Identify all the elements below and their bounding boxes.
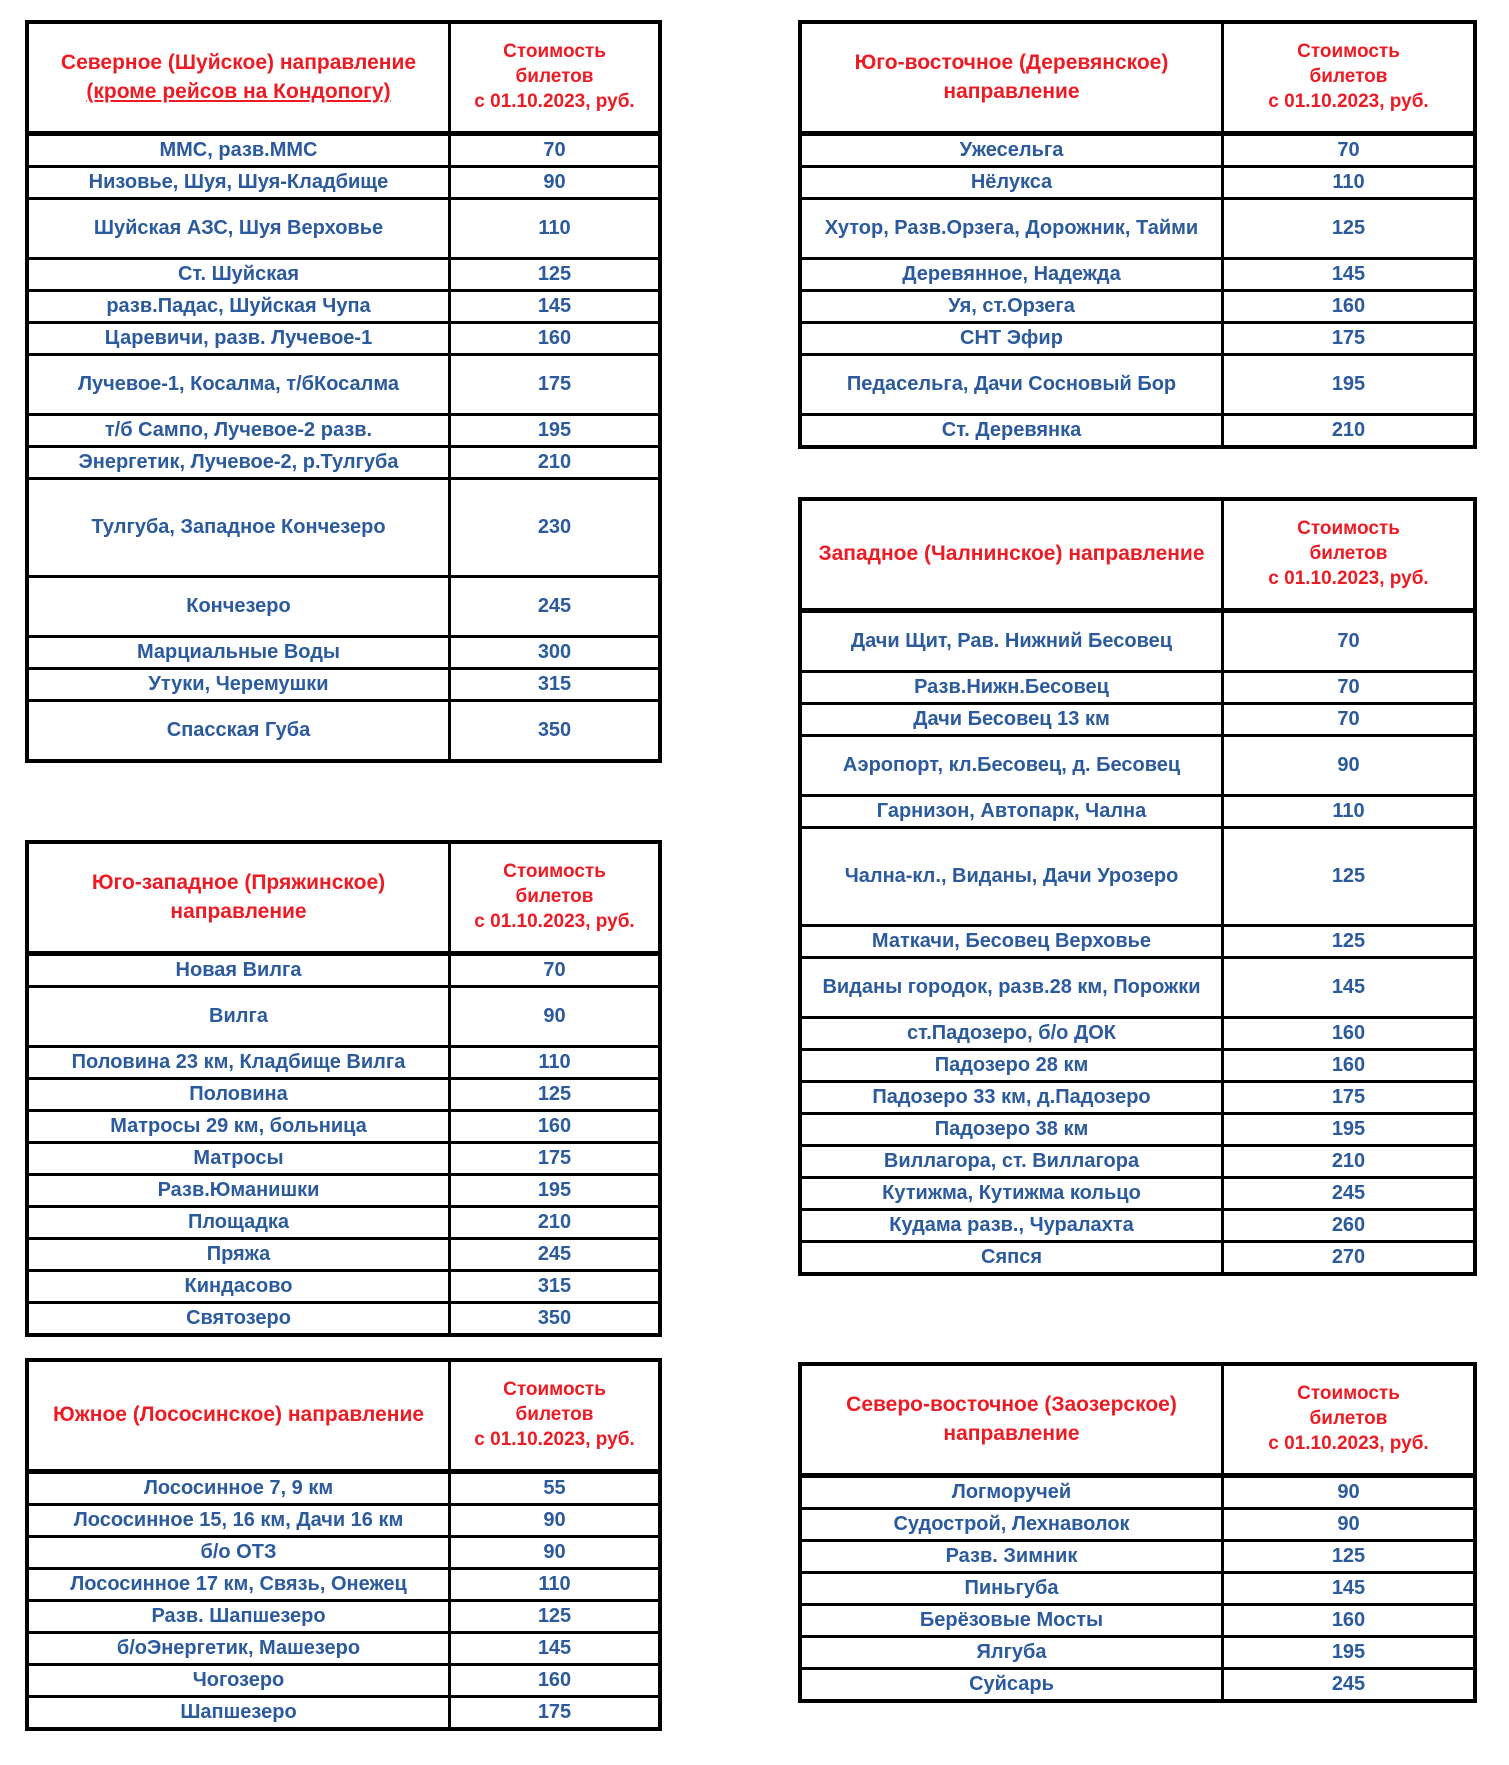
direction-subtitle-text: (кроме рейсов на Кондопогу) [86,79,391,103]
fare-row [29,985,658,1045]
stop-name-cell: б/о ОТЗ [200,1541,277,1563]
fare-row [802,413,1473,445]
price-cell: 160 [1221,1019,1473,1048]
fare-row [29,1535,658,1567]
stop-name-cell: Новая Вилга [175,959,302,981]
cost-header-line: с 01.10.2023, руб. [1268,90,1429,112]
price-cell: 160 [448,324,658,353]
price-cell: 110 [448,1048,658,1077]
stop-name-cell: Шапшезеро [180,1701,297,1723]
fare-row [29,165,658,197]
fare-row [29,1237,658,1269]
stop-name-cell: Падозеро 28 км [934,1054,1089,1076]
fare-row [802,1240,1473,1272]
fare-table-northeast-zaozerskoe [798,1362,1477,1703]
price-cell: 175 [448,1144,658,1173]
cost-header-line: билетов [515,66,594,88]
fare-row [29,1173,658,1205]
table-header-row [29,24,658,131]
cost-header-line: Стоимость [1297,1383,1400,1405]
cost-header-line: с 01.10.2023, руб. [1268,1432,1429,1454]
fare-table-southeast-derevyanskoe [798,20,1477,449]
price-cell: 175 [1221,324,1473,353]
price-cell: 125 [1221,927,1473,956]
direction-title [29,844,448,951]
stop-name-cell: Святозеро [186,1307,291,1329]
price-cell: 125 [1221,829,1473,924]
fare-row [802,1144,1473,1176]
price-cell: 350 [448,702,658,759]
stop-name-cell: Марциальные Воды [137,641,340,663]
price-cell: 175 [448,356,658,413]
stop-name-cell: Нёлукса [970,171,1053,193]
fare-row [29,1631,658,1663]
price-cell: 70 [1221,705,1473,734]
table-header-row [802,501,1473,608]
price-cell: 125 [448,1080,658,1109]
stop-name-cell: Ялгуба [976,1641,1047,1663]
stop-name-cell: Утуки, Черемушки [148,673,329,695]
fare-row [29,1599,658,1631]
direction-title-text: Западное (Чалнинское) направление [818,542,1205,566]
stop-name-cell: Кутижма, Кутижма кольцо [882,1182,1141,1204]
stop-name-cell: Низовье, Шуя, Шуя-Кладбище [88,171,389,193]
fare-row [29,951,658,985]
fare-table-north-shuyskoe [25,20,662,763]
price-cell: 175 [448,1698,658,1727]
price-cell: 125 [448,260,658,289]
fare-row [29,413,658,445]
stop-name-cell: Маткачи, Бесовец Верховье [871,930,1152,952]
price-cell: 125 [1221,200,1473,257]
fare-row [802,197,1473,257]
price-cell: 195 [448,1176,658,1205]
stop-name-cell: Виданы городок, разв.28 км, Порожки [822,976,1201,998]
cost-header [448,844,658,951]
fare-row [29,477,658,575]
stop-name-cell: Разв. Шапшезеро [151,1605,326,1627]
price-cell: 145 [1221,959,1473,1016]
stop-name-cell: Пиньгуба [964,1577,1059,1599]
fare-table-southwest-pryazhinskoe [25,840,662,1337]
direction-title-text: Северо-восточное (Заозерское) направление [846,1393,1177,1445]
price-cell: 90 [1221,1478,1473,1507]
fare-row [29,131,658,165]
price-cell: 145 [1221,1574,1473,1603]
cost-header-line: с 01.10.2023, руб. [474,910,635,932]
fare-row [802,1473,1473,1507]
price-cell: 160 [1221,1606,1473,1635]
stop-name-cell: Судострой, Лехнаволок [893,1513,1130,1535]
price-cell: 145 [1221,260,1473,289]
price-cell: 125 [1221,1542,1473,1571]
stop-name-cell: Дачи Бесовец 13 км [913,708,1110,730]
stop-name-cell: Берёзовые Мосты [919,1609,1104,1631]
cost-header-line: с 01.10.2023, руб. [1268,567,1429,589]
stop-name-cell: Разв. Зимник [945,1545,1078,1567]
stop-name-cell: Падозеро 33 км, д.Падозеро [872,1086,1151,1108]
price-cell: 110 [1221,168,1473,197]
fare-row [802,1571,1473,1603]
fare-row [802,1112,1473,1144]
price-cell: 90 [1221,1510,1473,1539]
price-cell: 110 [448,200,658,257]
fare-row [29,575,658,635]
stop-name-cell: Лучевое-1, Косалма, т/бКосалма [78,373,399,395]
stop-name-cell: Матросы 29 км, больница [110,1115,367,1137]
price-cell: 160 [1221,1051,1473,1080]
fare-row [802,794,1473,826]
stop-name-cell: Разв.Юманишки [157,1179,320,1201]
price-cell: 55 [448,1474,658,1503]
fare-table-south-lososinskoe [25,1358,662,1731]
price-cell: 145 [448,1634,658,1663]
price-cell: 245 [1221,1670,1473,1699]
stop-name-cell: Ст. Шуйская [177,263,300,285]
cost-header [1221,24,1473,131]
stop-name-cell: Кончезеро [186,595,291,617]
cost-header-line: Стоимость [503,41,606,63]
fare-row [29,353,658,413]
stop-name-cell: СНТ Эфир [960,327,1063,349]
price-cell: 195 [1221,356,1473,413]
fare-row [802,1208,1473,1240]
fare-row [802,1635,1473,1667]
price-cell: 70 [1221,673,1473,702]
price-cell: 300 [448,638,658,667]
fare-row [802,702,1473,734]
price-cell: 210 [1221,1147,1473,1176]
stop-name-cell: Ужесельга [959,139,1064,161]
price-cell: 245 [448,578,658,635]
price-cell: 315 [448,1272,658,1301]
stop-name-cell: Гарнизон, Автопарк, Чална [876,800,1147,822]
cost-header [448,24,658,131]
cost-header-line: билетов [1309,1408,1388,1430]
stop-name-cell: Хутор, Разв.Орзега, Дорожник, Тайми [824,217,1199,239]
cost-header-line: Стоимость [503,861,606,883]
fare-row [802,289,1473,321]
fare-row [802,826,1473,924]
fare-row [29,1109,658,1141]
direction-title-text: Южное (Лососинское) направление [52,1403,425,1427]
fare-row [29,1469,658,1503]
fare-row [802,1048,1473,1080]
fare-row [29,635,658,667]
stop-name-cell: Киндасово [184,1275,293,1297]
direction-title [802,501,1221,608]
fare-row [802,321,1473,353]
stop-name-cell: Суйсарь [969,1673,1054,1695]
stop-name-cell: ММС, разв.ММС [159,139,318,161]
fare-row [802,165,1473,197]
table-header-row [29,1362,658,1469]
price-cell: 195 [448,416,658,445]
price-cell: 270 [1221,1243,1473,1272]
fare-row [802,1603,1473,1635]
cost-header-line: с 01.10.2023, руб. [474,1428,635,1450]
stop-name-cell: ст.Падозеро, б/о ДОК [907,1022,1116,1044]
fare-row [29,1205,658,1237]
stop-name-cell: б/оЭнергетик, Машезеро [116,1637,361,1659]
price-cell: 90 [448,168,658,197]
direction-title-text: Юго-западное (Пряжинское) направление [91,871,386,923]
price-cell: 70 [448,136,658,165]
price-cell: 160 [448,1666,658,1695]
direction-title-text: Северное (Шуйское) направление [60,51,417,75]
price-cell: 260 [1221,1211,1473,1240]
fare-row [29,445,658,477]
fare-row [802,1539,1473,1571]
fare-row [802,924,1473,956]
stop-name-cell: т/б Сампо, Лучевое-2 разв. [104,419,373,441]
table-header-row [802,24,1473,131]
fare-row [29,197,658,257]
cost-header-line: с 01.10.2023, руб. [474,90,635,112]
price-cell: 90 [448,1506,658,1535]
price-cell: 245 [1221,1179,1473,1208]
fare-row [29,1141,658,1173]
stop-name-cell: Тулгуба, Западное Кончезеро [91,516,386,538]
stop-name-cell: Логморучей [951,1481,1072,1503]
fare-row [802,608,1473,670]
price-cell: 70 [448,956,658,985]
price-cell: 70 [1221,613,1473,670]
cost-header [1221,501,1473,608]
price-cell: 195 [1221,1638,1473,1667]
direction-title [29,24,448,131]
stop-name-cell: Дачи Щит, Рав. Нижний Бесовец [850,630,1173,652]
cost-header-line: Стоимость [1297,41,1400,63]
stop-name-cell: Царевичи, разв. Лучевое-1 [104,327,373,349]
price-cell: 125 [448,1602,658,1631]
stop-name-cell: разв.Падас, Шуйская Чупа [106,295,371,317]
cost-header-line: билетов [515,1404,594,1426]
fare-row [29,1567,658,1599]
price-cell: 70 [1221,136,1473,165]
stop-name-cell: Разв.Нижн.Бесовец [914,676,1109,698]
price-cell: 315 [448,670,658,699]
stop-name-cell: Вилга [209,1005,268,1027]
stop-name-cell: Половина [189,1083,288,1105]
price-cell: 110 [1221,797,1473,826]
fare-row [802,353,1473,413]
fare-row [802,257,1473,289]
direction-title [802,24,1221,131]
price-cell: 90 [448,1538,658,1567]
cost-header [1221,1366,1473,1473]
cost-header-line: Стоимость [503,1379,606,1401]
fare-row [29,289,658,321]
fare-row [802,131,1473,165]
stop-name-cell: Чална-кл., Виданы, Дачи Урозеро [844,865,1179,887]
fare-row [29,1077,658,1109]
stop-name-cell: Пряжа [206,1243,271,1265]
price-cell: 245 [448,1240,658,1269]
stop-name-cell: Спасская Губа [166,719,311,741]
stop-name-cell: Матросы [193,1147,284,1169]
fare-row [802,956,1473,1016]
stop-name-cell: Виллагора, ст. Виллагора [883,1150,1140,1172]
fare-row [29,1301,658,1333]
stop-name-cell: Чогозеро [192,1669,285,1691]
stop-name-cell: Лососинное 17 км, Связь, Онежец [70,1573,407,1595]
fare-row [802,1080,1473,1112]
price-cell: 90 [448,988,658,1045]
price-cell: 230 [448,480,658,575]
fare-row [802,1667,1473,1699]
fare-row [29,321,658,353]
stop-name-cell: Кудама разв., Чуралахта [889,1214,1134,1236]
table-header-row [802,1366,1473,1473]
fare-row [29,1503,658,1535]
fare-table-west-chalninskoe [798,497,1477,1276]
cost-header-line: билетов [515,886,594,908]
fare-row [29,257,658,289]
fare-row [802,670,1473,702]
fare-row [29,1695,658,1727]
stop-name-cell: Площадка [187,1211,290,1233]
fare-row [802,1176,1473,1208]
cost-header-line: билетов [1309,543,1388,565]
fare-row [802,1016,1473,1048]
direction-title [802,1366,1221,1473]
fare-row [29,699,658,759]
stop-name-cell: Энергетик, Лучевое-2, р.Тулгуба [78,451,399,473]
price-cell: 145 [448,292,658,321]
fare-row [29,1045,658,1077]
cost-header [448,1362,658,1469]
cost-header-line: билетов [1309,66,1388,88]
price-cell: 210 [1221,416,1473,445]
price-cell: 210 [448,1208,658,1237]
stop-name-cell: Ст. Деревянка [941,419,1082,441]
fare-row [29,667,658,699]
stop-name-cell: Деревянное, Надежда [902,263,1121,285]
price-cell: 160 [1221,292,1473,321]
stop-name-cell: Лососинное 7, 9 км [143,1477,334,1499]
price-cell: 160 [448,1112,658,1141]
cost-header-line: Стоимость [1297,518,1400,540]
stop-name-cell: Уя, ст.Орзега [948,295,1075,317]
price-cell: 195 [1221,1115,1473,1144]
fare-row [29,1663,658,1695]
fare-row [802,1507,1473,1539]
stop-name-cell: Половина 23 км, Кладбище Вилга [71,1051,406,1073]
price-cell: 175 [1221,1083,1473,1112]
price-cell: 210 [448,448,658,477]
price-cell: 350 [448,1304,658,1333]
stop-name-cell: Аэропорт, кл.Бесовец, д. Бесовец [842,754,1181,776]
stop-name-cell: Лососинное 15, 16 км, Дачи 16 км [73,1509,404,1531]
stop-name-cell: Шуйская АЗС, Шуя Верховье [93,217,384,239]
direction-title [29,1362,448,1469]
direction-title-text: Юго-восточное (Деревянское) направление [854,51,1169,103]
stop-name-cell: Падозеро 38 км [934,1118,1089,1140]
fare-row [29,1269,658,1301]
price-cell: 110 [448,1570,658,1599]
fare-row [802,734,1473,794]
stop-name-cell: Педасельга, Дачи Сосновый Бор [846,373,1177,395]
table-header-row [29,844,658,951]
price-cell: 90 [1221,737,1473,794]
stop-name-cell: Сяпся [981,1246,1042,1268]
